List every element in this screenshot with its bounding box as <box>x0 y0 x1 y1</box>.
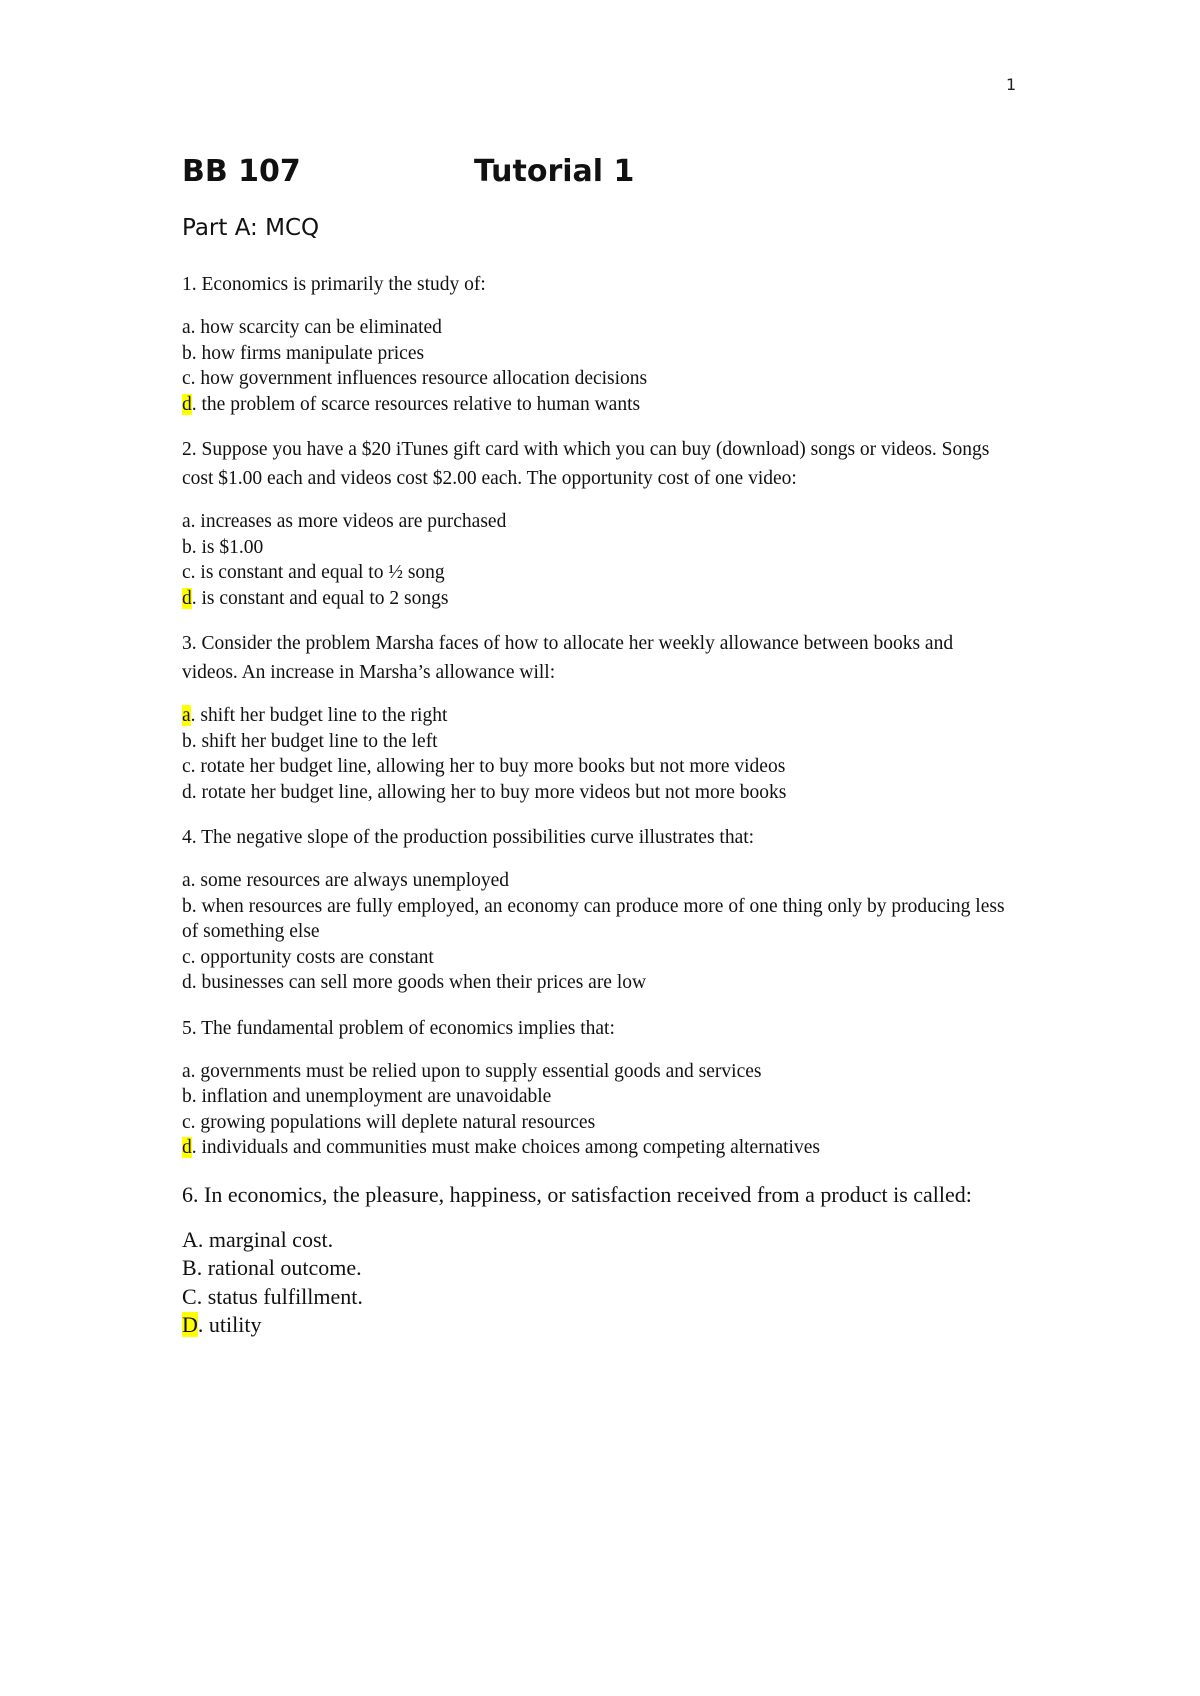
answer-letter: a <box>182 317 191 338</box>
question-stem: 5. The fundamental problem of economics implies that: <box>182 1017 615 1039</box>
answer-letter: b <box>182 1086 192 1107</box>
answer-letter: b <box>182 895 192 917</box>
answer-letter: c <box>182 368 191 389</box>
answer-text: marginal cost. <box>203 1226 334 1252</box>
answer-option <box>182 945 1012 971</box>
answer-option <box>182 586 1012 612</box>
answer-letter-highlighted: a <box>182 705 191 726</box>
answer-text: some resources are always unemployed <box>195 870 510 891</box>
answer-letter: d <box>182 781 192 803</box>
answer-separator: . <box>190 368 196 389</box>
answer-letter: B <box>182 1255 197 1280</box>
answer-option <box>182 509 1012 535</box>
answer-letter-highlighted: D <box>182 1312 198 1337</box>
answer-letter: a <box>182 870 191 891</box>
answer-text: is $1.00 <box>196 536 264 558</box>
answer-separator: . <box>190 870 196 891</box>
answer-separator: . <box>197 1226 204 1252</box>
answer-separator: . <box>197 1312 204 1337</box>
answer-option <box>182 970 1012 996</box>
answer-letter: b <box>182 536 192 558</box>
answer-separator: . <box>191 1137 197 1158</box>
question-stem: 4. The negative slope of the production possibilities curve illustrates that: <box>182 827 755 848</box>
answer-text: inflation and unemployment are unavoidable <box>196 1086 552 1107</box>
answer-option <box>182 754 1012 780</box>
answer-separator: . <box>190 705 196 726</box>
answer-option <box>182 560 1012 586</box>
document-title <box>182 150 1012 194</box>
answer-options <box>182 1059 1012 1161</box>
answer-options <box>182 315 1012 417</box>
answer-option <box>182 366 1012 392</box>
question-stem: 2. Suppose you have a $20 iTunes gift card with which you can buy (download) songs or videos. Songs cost $1.00 each and videos cost $2.00 each. The opportunity cost of one video: <box>182 439 990 489</box>
answer-separator: . <box>191 895 197 917</box>
answer-text: how government influences resource allocation decisions <box>195 368 648 389</box>
question-2 <box>182 435 1012 611</box>
answer-separator: . <box>196 1283 203 1309</box>
answer-options <box>182 509 1012 611</box>
answer-separator: . <box>191 781 197 803</box>
answer-letter: b <box>182 342 192 364</box>
answer-separator: . <box>190 756 196 777</box>
answer-separator: . <box>191 342 197 364</box>
answer-letter: A <box>182 1226 198 1252</box>
question-3 <box>182 629 1012 805</box>
answer-letter-highlighted: d <box>182 587 192 609</box>
answer-letter: b <box>182 730 192 752</box>
answer-option <box>182 703 1012 729</box>
answer-text: increases as more videos are purchased <box>195 511 507 532</box>
answer-option <box>182 315 1012 341</box>
answer-options <box>182 703 1012 805</box>
answer-letter: d <box>182 972 192 993</box>
answer-separator: . <box>190 1111 196 1133</box>
answer-letter: c <box>182 1111 191 1133</box>
question-1 <box>182 270 1012 417</box>
answer-option <box>182 1283 1012 1312</box>
answer-separator: . <box>190 946 196 968</box>
answer-option <box>182 894 1012 945</box>
answer-option <box>182 1226 1012 1255</box>
course-code: BB 107 <box>182 154 301 189</box>
answer-separator: . <box>191 536 197 558</box>
answer-text: governments must be relied upon to supply essential goods and services <box>195 1060 762 1082</box>
answer-text: rotate her budget line, allowing her to buy more books but not more videos <box>195 756 786 777</box>
answer-option <box>182 729 1012 755</box>
answer-letter-highlighted: d <box>182 1137 192 1158</box>
answer-option <box>182 535 1012 561</box>
answer-option <box>182 341 1012 367</box>
answer-separator: . <box>196 1255 203 1280</box>
page-content <box>182 150 1012 1340</box>
answer-text: individuals and communities must make choices among competing alternatives <box>196 1137 820 1158</box>
answer-letter: a <box>182 1060 191 1082</box>
part-title: Part A: MCQ <box>182 215 320 241</box>
answer-option <box>182 1135 1012 1161</box>
answer-text: growing populations will deplete natural resources <box>195 1111 596 1133</box>
answer-option <box>182 780 1012 806</box>
answer-text: how scarcity can be eliminated <box>195 317 442 338</box>
question-4 <box>182 823 1012 996</box>
answer-separator: . <box>191 393 197 415</box>
answer-option <box>182 1254 1012 1283</box>
answer-text: status fulfillment. <box>202 1283 363 1309</box>
answer-separator: . <box>191 972 197 993</box>
question-6 <box>182 1179 1012 1340</box>
answer-separator: . <box>190 562 196 583</box>
answer-separator: . <box>190 511 196 532</box>
answer-separator: . <box>190 1060 196 1082</box>
answer-separator: . <box>190 317 196 338</box>
answer-text: businesses can sell more goods when their prices are low <box>196 972 647 993</box>
question-5 <box>182 1014 1012 1161</box>
answer-option <box>182 868 1012 894</box>
answer-separator: . <box>191 730 197 752</box>
answer-letter: a <box>182 511 191 532</box>
answer-text: is constant and equal to ½ song <box>195 562 445 583</box>
answer-letter-highlighted: d <box>182 393 192 415</box>
answer-option <box>182 1110 1012 1136</box>
answer-option <box>182 1059 1012 1085</box>
answer-text: is constant and equal to 2 songs <box>196 587 449 609</box>
answer-separator: . <box>191 1086 197 1107</box>
answer-letter: C <box>182 1283 197 1309</box>
page-number: 1 <box>1006 75 1017 94</box>
answer-option <box>182 1311 1012 1340</box>
tutorial-title: Tutorial 1 <box>474 154 635 189</box>
answer-letter: c <box>182 562 191 583</box>
answer-option <box>182 392 1012 418</box>
answer-separator: . <box>191 587 197 609</box>
answer-text: how firms manipulate prices <box>196 342 425 364</box>
answer-text: rational outcome. <box>202 1255 362 1280</box>
answer-letter: c <box>182 946 191 968</box>
answer-option <box>182 1084 1012 1110</box>
answer-text: when resources are fully employed, an economy can produce more of one thing only by producing less of something else <box>182 895 1005 942</box>
answer-text: utility <box>203 1312 262 1337</box>
question-stem: 6. In economics, the pleasure, happiness, or satisfaction received from a product is called: <box>182 1181 972 1207</box>
question-stem: 1. Economics is primarily the study of: <box>182 274 486 295</box>
answer-text: opportunity costs are constant <box>195 946 434 968</box>
question-stem: 3. Consider the problem Marsha faces of how to allocate her weekly allowance between books and videos. An increase in Marsha’s allowance will: <box>182 633 954 683</box>
answer-text: shift her budget line to the right <box>195 705 448 726</box>
answer-text: shift her budget line to the left <box>196 730 438 752</box>
answer-letter: c <box>182 756 191 777</box>
answer-options <box>182 868 1012 996</box>
answer-text: rotate her budget line, allowing her to buy more videos but not more books <box>196 781 787 803</box>
answer-options <box>182 1226 1012 1340</box>
answer-text: the problem of scarce resources relative to human wants <box>196 393 641 415</box>
